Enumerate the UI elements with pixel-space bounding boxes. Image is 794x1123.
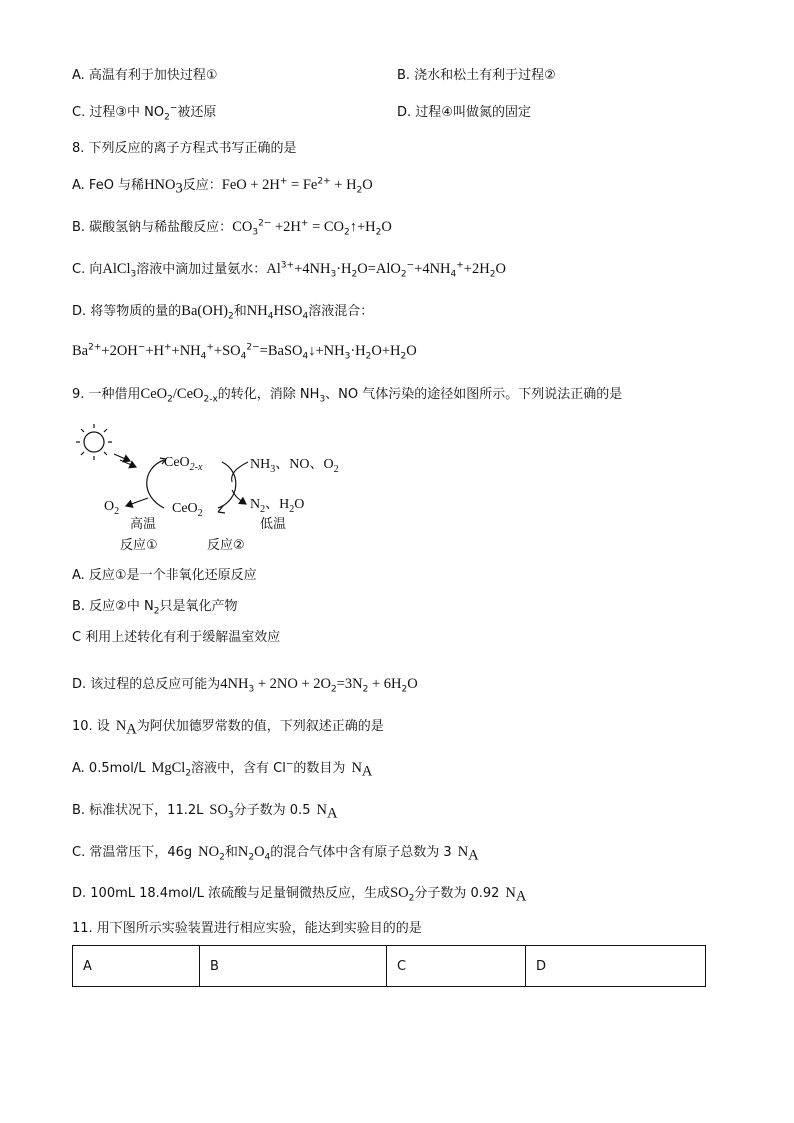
sun-icon: [76, 424, 112, 460]
q7-option-a: A. 高温有利于加快过程①: [72, 68, 218, 83]
table-cell-d: D: [526, 946, 706, 987]
q9-option-a: A. 反应①是一个非氧化还原反应: [72, 568, 257, 583]
table-row: [73, 946, 706, 987]
q10-option-b: B. 标准状况下，11.2L $SO_3$分子数为 0.5 $N_A$: [72, 802, 338, 822]
q7-option-c: C. 过程③中 $NO_2^-$被还原: [72, 103, 217, 123]
q8-option-d-equation: $Ba^{2+}+2OH^-+H^++NH_4^++SO_4^{2-}=BaSO_4↓+NH_3\cdot H_2O+H_2O$: [72, 342, 417, 362]
q10-option-c: C. 常温常压下，46g $NO_2$和$N_2O_4$的混合气体中含有原子总数为 3 $N_A$: [72, 844, 479, 864]
q8-stem: 8. 下列反应的离子方程式书写正确的是: [72, 141, 297, 156]
reaction2-label: 反应②: [207, 538, 245, 553]
o2-release-arrow: [126, 498, 148, 506]
q8-option-b: B. 碳酸氢钠与稀盐酸反应：$CO_3^{2-} +2H^+$ = $CO_2↑+H_2O$: [72, 218, 392, 238]
table-cell-b: B: [200, 946, 387, 987]
table-cell-a: A: [73, 946, 200, 987]
q8-option-c: C. 向AlCl$_3$溶液中滴加过量氨水：$Al^{3+}+4NH_3\cdot H_2O=AlO_2^-+4NH_4^++2H_2O$: [72, 260, 506, 280]
high-temp-label: 高温: [130, 517, 157, 532]
reaction1-arrow: [147, 460, 164, 508]
q9-option-d: D. 该过程的总反应可能为$4NH_3 + 2NO + 2O_2=3N_2 + 6H_2O$: [72, 676, 418, 695]
low-temp-label: 低温: [260, 517, 287, 532]
q10-option-d: D. 100mL 18.4mol/L 浓硫酸与足量铜微热反应，生成$SO_2$分子数为 0.92 $N_A$: [72, 885, 527, 905]
reaction2-arrow: [218, 462, 236, 508]
q10-stem: 10. 设 $N_A$为阿伏加德罗常数的值，下列叙述正确的是: [72, 718, 384, 738]
cerium-cycle-diagram: [64, 420, 364, 555]
o2-label: $O_2$: [104, 499, 120, 517]
q9-option-c: C 利用上述转化有利于缓解温室效应: [72, 630, 281, 645]
light-arrows: [114, 454, 136, 467]
q9-option-b: B. 反应②中 $N_2$只是氧化产物: [72, 599, 238, 617]
q11-stem: 11. 用下图所示实验装置进行相应实验，能达到实验目的的是: [72, 921, 422, 936]
q8-option-a: A. FeO 与稀$HNO_3$反应：FeO + $2H^+ = Fe^{2+} + H_2O$: [72, 176, 373, 197]
q7-option-b: B. 浇水和松土有利于过程②: [397, 68, 556, 83]
q7-option-d: D. 过程④叫做氮的固定: [397, 105, 531, 120]
table-cell-c: C: [387, 946, 526, 987]
reaction1-label: 反应①: [120, 538, 158, 553]
ceo2-label: CeO$_2$: [172, 501, 203, 519]
q8-option-d: D. 将等物质的量的$Ba(OH)_2$和$NH_4HSO_4$溶液混合：: [72, 303, 374, 322]
q9-stem: 9. 一种借用CeO$_2$/CeO$_{2-x}$的转化，消除 $NH_3$、NO 气体污染的途径如图所示。下列说法正确的是: [72, 386, 623, 405]
reactants-label: $NH_3$、NO、$O_2$: [250, 457, 339, 475]
q11-options-table: [72, 945, 706, 987]
products-label: $N_2$、$H_2O$: [250, 497, 305, 515]
ceo2x-label: CeO$_{2-x}$: [164, 455, 203, 473]
q10-option-a: A. 0.5mol/L MgCl$_2$溶液中，含有 Cl−的数目为 $N_A$: [72, 759, 373, 780]
